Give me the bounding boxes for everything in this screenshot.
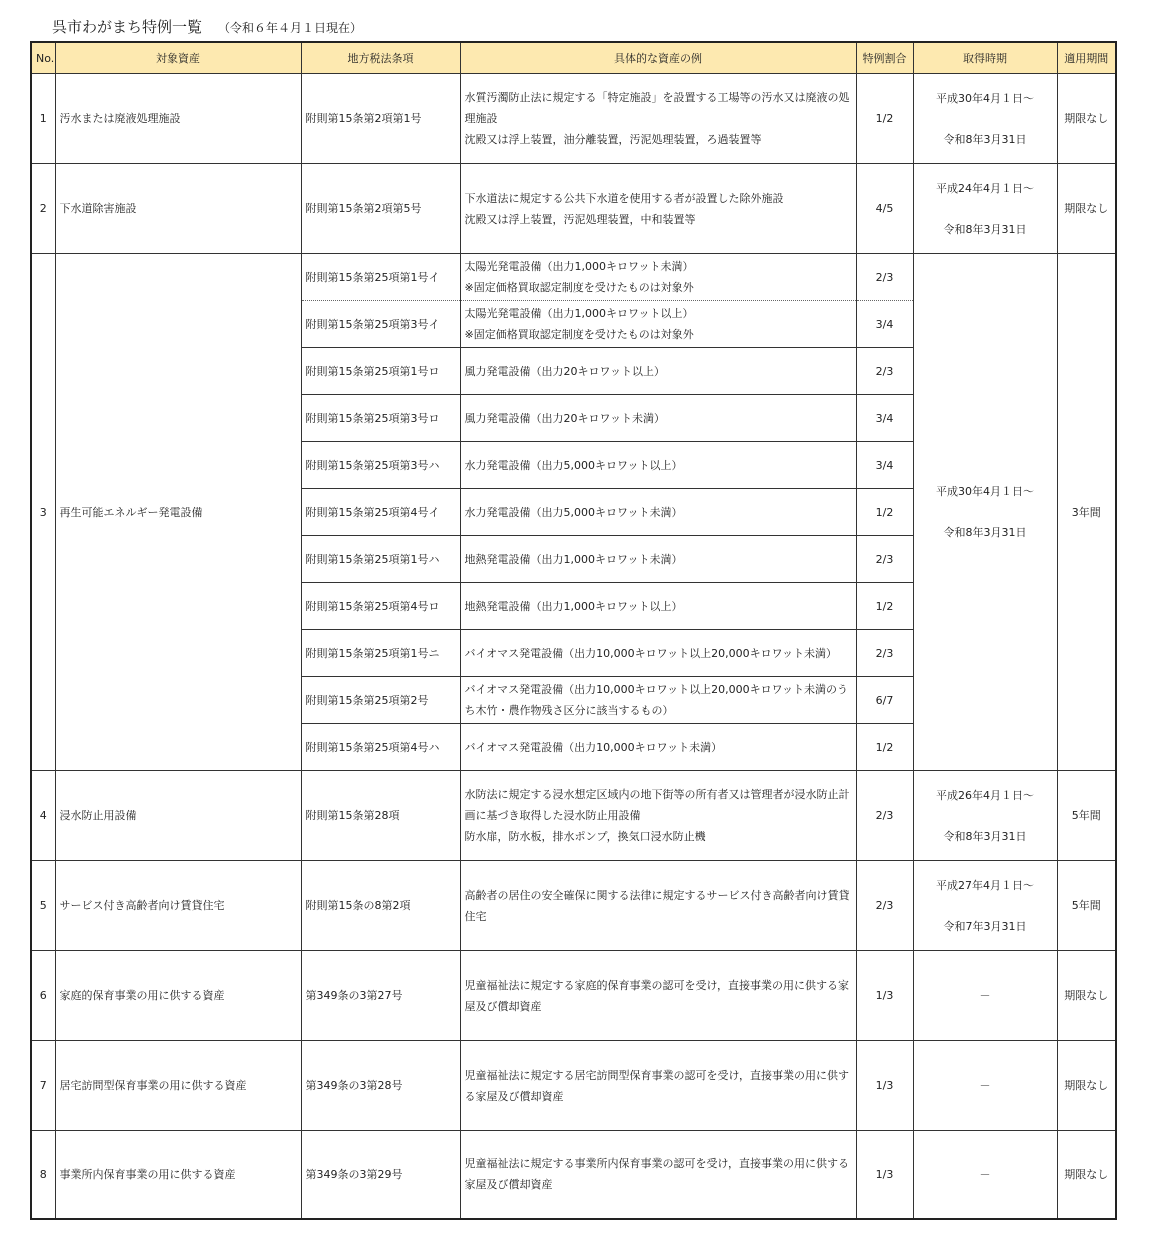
row-asset: 下水道除害施設 <box>55 164 301 254</box>
row-description: バイオマス発電設備（出力10,000キロワット以上20,000キロワット未満） <box>460 630 856 677</box>
row-ratio: 1/3 <box>856 1131 913 1219</box>
row-ratio: 1/2 <box>856 583 913 630</box>
row-description <box>460 301 856 348</box>
table-row <box>31 164 1116 254</box>
row-ratio: 2/3 <box>856 861 913 951</box>
acquisition-from: 平成26年4月１日～ <box>936 788 1034 802</box>
acquisition-to: 令和8年3月31日 <box>943 829 1027 843</box>
row-period: 期限なし <box>1057 164 1116 254</box>
row-acquisition <box>913 254 1057 771</box>
row-clause: 附則第15条第25項第1号ハ <box>301 536 460 583</box>
row-no: 7 <box>31 1041 55 1131</box>
row-period: 期限なし <box>1057 1041 1116 1131</box>
acquisition-to: 令和8年3月31日 <box>943 222 1027 236</box>
row-asset: 家庭的保育事業の用に供する資産 <box>55 951 301 1041</box>
row-no: 2 <box>31 164 55 254</box>
row-clause: 附則第15条第25項第3号イ <box>301 301 460 348</box>
title-text: 呉市わがまち特例一覧 <box>52 18 203 36</box>
desc-line: 太陽光発電設備（出力1,000キロワット以上） <box>464 307 694 320</box>
row-clause: 第349条の3第29号 <box>301 1131 460 1219</box>
row-asset: 事業所内保育事業の用に供する資産 <box>55 1131 301 1219</box>
desc-line: 沈殿又は浮上装置，汚泥処理装置，中和装置等 <box>464 212 696 226</box>
row-period: 期限なし <box>1057 1131 1116 1219</box>
table-row <box>31 861 1116 951</box>
row-description: 地熱発電設備（出力1,000キロワット以上） <box>460 583 856 630</box>
row-description <box>460 74 856 164</box>
row-clause: 附則第15条第25項第1号ニ <box>301 630 460 677</box>
row-clause: 附則第15条第25項第2号 <box>301 677 460 724</box>
row-clause: 附則第15条第25項第1号イ <box>301 254 460 301</box>
row-acquisition <box>913 74 1057 164</box>
acquisition-from: 平成30年4月１日～ <box>936 91 1034 105</box>
row-acquisition <box>913 771 1057 861</box>
row-acquisition <box>913 164 1057 254</box>
row-asset: 再生可能エネルギー発電設備 <box>55 254 301 771</box>
row-ratio: 6/7 <box>856 677 913 724</box>
row-no: 4 <box>31 771 55 861</box>
row-ratio: 2/3 <box>856 254 913 301</box>
table-row <box>31 74 1116 164</box>
row-acquisition: － <box>913 1131 1057 1219</box>
row-ratio: 2/3 <box>856 536 913 583</box>
acquisition-to: 令和8年3月31日 <box>943 132 1027 146</box>
row-period: 5年間 <box>1057 771 1116 861</box>
row-description <box>460 164 856 254</box>
row-description: バイオマス発電設備（出力10,000キロワット以上20,000キロワット未満のうち木竹・農作物残さ区分に該当するもの） <box>460 677 856 724</box>
table-row <box>31 254 1116 301</box>
row-clause: 附則第15条第2項第5号 <box>301 164 460 254</box>
desc-line: 防水扉，防水板，排水ポンプ，換気口浸水防止機 <box>464 830 706 843</box>
desc-line: ※固定価格買取認定制度を受けたものは対象外 <box>464 281 694 294</box>
table-row <box>31 951 1116 1041</box>
header-clause: 地方税法条項 <box>301 42 460 74</box>
row-asset: サービス付き高齢者向け賃貸住宅 <box>55 861 301 951</box>
desc-line: 下水道法に規定する公共下水道を使用する者が設置した除外施設 <box>464 191 784 205</box>
header-ratio: 特例割合 <box>856 42 913 74</box>
row-acquisition <box>913 861 1057 951</box>
row-ratio: 2/3 <box>856 771 913 861</box>
row-period: 5年間 <box>1057 861 1116 951</box>
page-title <box>52 16 362 37</box>
row-ratio: 3/4 <box>856 442 913 489</box>
row-no: 1 <box>31 74 55 164</box>
row-clause: 附則第15条第25項第3号ハ <box>301 442 460 489</box>
desc-line: 太陽光発電設備（出力1,000キロワット未満） <box>464 260 694 273</box>
row-asset: 汚水または廃液処理施設 <box>55 74 301 164</box>
row-ratio: 4/5 <box>856 164 913 254</box>
row-period: 期限なし <box>1057 74 1116 164</box>
row-clause: 附則第15条第2項第1号 <box>301 74 460 164</box>
row-acquisition: － <box>913 1041 1057 1131</box>
row-clause: 第349条の3第27号 <box>301 951 460 1041</box>
acquisition-from: 平成24年4月１日～ <box>936 181 1034 195</box>
table-row <box>31 1041 1116 1131</box>
row-description: 水力発電設備（出力5,000キロワット以上） <box>460 442 856 489</box>
row-description <box>460 254 856 301</box>
desc-line: 水質汚濁防止法に規定する「特定施設」を設置する工場等の汚水又は廃液の処理施設 <box>464 91 850 125</box>
desc-line: ※固定価格買取認定制度を受けたものは対象外 <box>464 328 694 341</box>
row-ratio: 1/2 <box>856 74 913 164</box>
row-ratio: 3/4 <box>856 395 913 442</box>
table-row <box>31 1131 1116 1219</box>
row-acquisition: － <box>913 951 1057 1041</box>
acquisition-from: 平成27年4月１日～ <box>936 878 1034 892</box>
row-asset: 浸水防止用設備 <box>55 771 301 861</box>
row-ratio: 1/3 <box>856 951 913 1041</box>
row-clause: 附則第15条第25項第4号ロ <box>301 583 460 630</box>
row-ratio: 2/3 <box>856 348 913 395</box>
acquisition-to: 令和8年3月31日 <box>943 526 1027 539</box>
row-description: 児童福祉法に規定する事業所内保育事業の認可を受け，直接事業の用に供する家屋及び償却資産 <box>460 1131 856 1219</box>
row-ratio: 2/3 <box>856 630 913 677</box>
row-ratio: 1/3 <box>856 1041 913 1131</box>
desc-line: 沈殿又は浮上装置，油分離装置，汚泥処理装置，ろ過装置等 <box>464 133 762 146</box>
row-clause: 附則第15条の8第2項 <box>301 861 460 951</box>
row-no: 5 <box>31 861 55 951</box>
acquisition-from: 平成30年4月１日～ <box>936 485 1034 498</box>
row-description: 児童福祉法に規定する家庭的保育事業の認可を受け，直接事業の用に供する家屋及び償却資産 <box>460 951 856 1041</box>
row-period: 期限なし <box>1057 951 1116 1041</box>
header-application-period: 適用期間 <box>1057 42 1116 74</box>
header-asset: 対象資産 <box>55 42 301 74</box>
row-description: 高齢者の居住の安全確保に関する法律に規定するサービス付き高齢者向け賃貸住宅 <box>460 861 856 951</box>
row-ratio: 1/2 <box>856 489 913 536</box>
row-description: バイオマス発電設備（出力10,000キロワット未満） <box>460 724 856 771</box>
special-measures-table <box>30 41 1117 1220</box>
acquisition-to: 令和7年3月31日 <box>943 919 1027 933</box>
row-ratio: 3/4 <box>856 301 913 348</box>
row-ratio: 1/2 <box>856 724 913 771</box>
desc-line: 水防法に規定する浸水想定区域内の地下街等の所有者又は管理者が浸水防止計画に基づき取得した浸水防止用設備 <box>464 788 850 822</box>
header-description: 具体的な資産の例 <box>460 42 856 74</box>
header-row <box>31 42 1116 74</box>
row-no: 8 <box>31 1131 55 1219</box>
header-no: No. <box>31 42 55 74</box>
row-description: 水力発電設備（出力5,000キロワット未満） <box>460 489 856 536</box>
row-clause: 附則第15条第25項第1号ロ <box>301 348 460 395</box>
row-asset: 居宅訪問型保育事業の用に供する資産 <box>55 1041 301 1131</box>
row-clause: 第349条の3第28号 <box>301 1041 460 1131</box>
row-description: 地熱発電設備（出力1,000キロワット未満） <box>460 536 856 583</box>
row-no: 3 <box>31 254 55 771</box>
row-clause: 附則第15条第25項第3号ロ <box>301 395 460 442</box>
row-description <box>460 771 856 861</box>
row-description: 児童福祉法に規定する居宅訪問型保育事業の認可を受け，直接事業の用に供する家屋及び償却資産 <box>460 1041 856 1131</box>
row-clause: 附則第15条第25項第4号ハ <box>301 724 460 771</box>
header-acquisition-period: 取得時期 <box>913 42 1057 74</box>
row-description: 風力発電設備（出力20キロワット以上） <box>460 348 856 395</box>
row-clause: 附則第15条第28項 <box>301 771 460 861</box>
row-period: 3年間 <box>1057 254 1116 771</box>
row-description: 風力発電設備（出力20キロワット未満） <box>460 395 856 442</box>
row-clause: 附則第15条第25項第4号イ <box>301 489 460 536</box>
table-row <box>31 771 1116 861</box>
row-no: 6 <box>31 951 55 1041</box>
as-of-date: （令和６年４月１日現在） <box>218 21 363 35</box>
